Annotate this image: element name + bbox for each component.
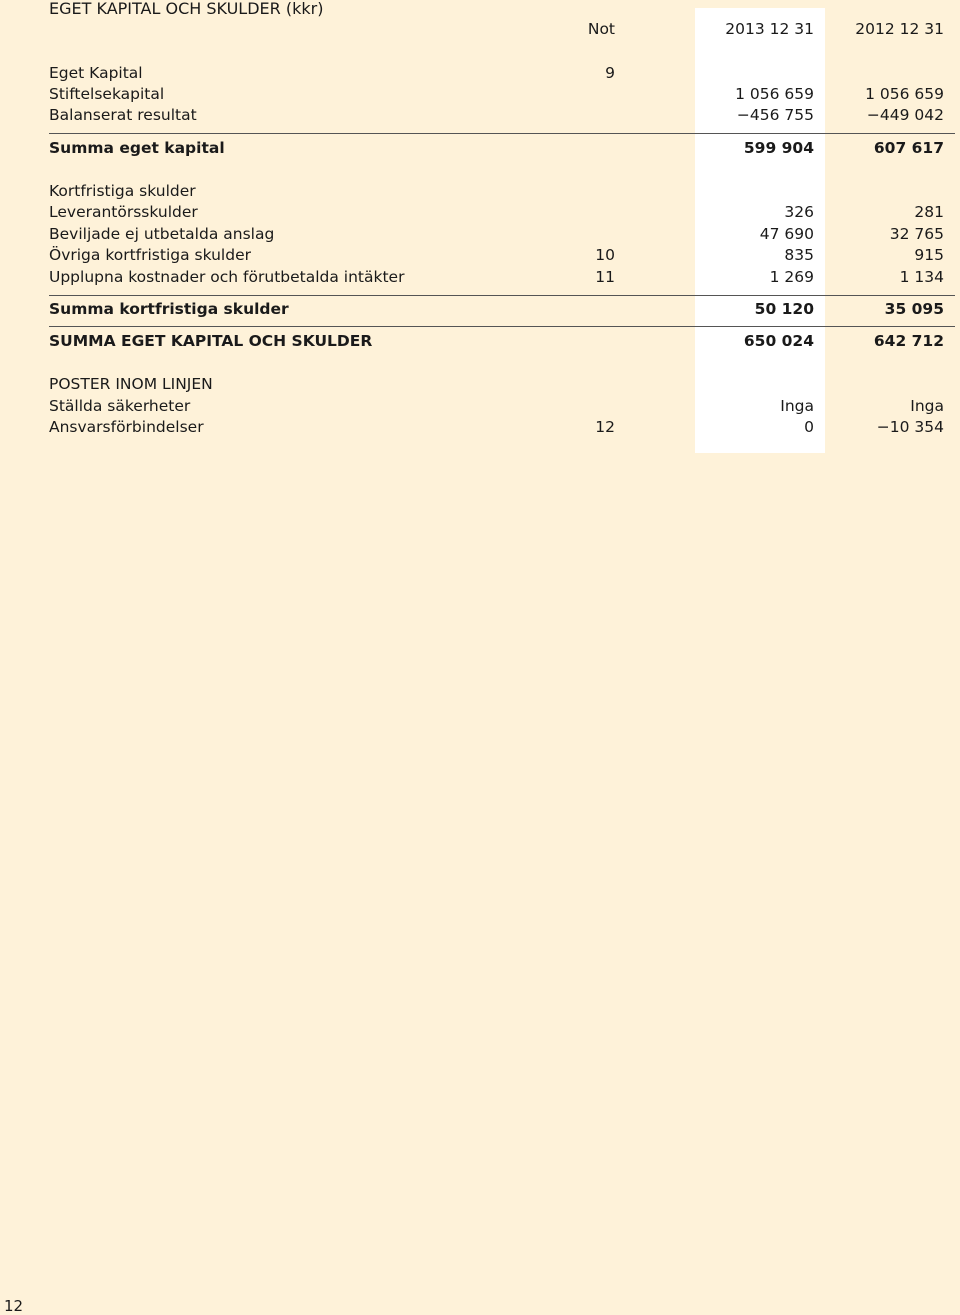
row-value-2012: Inga	[910, 397, 944, 415]
row-label: Eget Kapital	[49, 64, 143, 82]
table-row	[49, 63, 944, 83]
row-value-2013: 650 024	[743, 332, 814, 350]
table-row	[49, 84, 944, 104]
section-heading-row	[49, 374, 944, 394]
row-value-2013: 47 690	[759, 225, 814, 243]
row-value-2012: 1 134	[899, 268, 944, 286]
row-value-2012: 35 095	[884, 300, 944, 318]
section-heading-row	[49, 181, 944, 201]
table-row	[49, 417, 944, 437]
summary-row	[49, 299, 944, 319]
divider	[49, 295, 955, 296]
row-label: Ställda säkerheter	[49, 397, 191, 415]
row-value-2013: Inga	[780, 397, 814, 415]
grand-total-row	[49, 331, 944, 351]
row-label: Beviljade ej utbetalda anslag	[49, 225, 275, 243]
row-value-2013: 599 904	[743, 139, 814, 157]
row-value-2012: 32 765	[889, 225, 944, 243]
table-header	[49, 19, 944, 39]
row-label: Summa kortfristiga skulder	[49, 300, 289, 318]
row-value-2013: 50 120	[754, 300, 814, 318]
row-value-2012: 915	[914, 246, 944, 264]
row-value-2012: 281	[914, 203, 944, 221]
row-label: SUMMA EGET KAPITAL OCH SKULDER	[49, 332, 373, 350]
row-note: 11	[595, 268, 615, 286]
header-note: Not	[587, 20, 615, 38]
row-value-2013: 1 269	[769, 268, 814, 286]
row-value-2012: 642 712	[873, 332, 944, 350]
table-row	[49, 245, 944, 265]
row-value-2013: −456 755	[736, 106, 814, 124]
row-value-2012: −10 354	[876, 418, 944, 436]
table-row	[49, 105, 944, 125]
header-year-2013: 2013 12 31	[725, 20, 814, 38]
row-label: Upplupna kostnader och förutbetalda intäkter	[49, 268, 405, 286]
table-row	[49, 267, 944, 287]
section-heading: POSTER INOM LINJEN	[49, 375, 213, 393]
row-note: 9	[605, 64, 615, 82]
divider	[49, 133, 955, 134]
row-value-2013: 0	[804, 418, 814, 436]
row-value-2012: 607 617	[873, 139, 944, 157]
row-value-2013: 835	[784, 246, 814, 264]
table-row	[49, 396, 944, 416]
row-value-2013: 1 056 659	[735, 85, 814, 103]
row-label: Leverantörsskulder	[49, 203, 198, 221]
row-label: Stiftelsekapital	[49, 85, 165, 103]
section-heading: Kortfristiga skulder	[49, 182, 196, 200]
row-label: Övriga kortfristiga skulder	[49, 246, 251, 264]
page-number: 12	[4, 1297, 24, 1315]
row-value-2012: −449 042	[866, 106, 944, 124]
table-row	[49, 202, 944, 222]
page-title: EGET KAPITAL OCH SKULDER (kkr)	[49, 0, 324, 18]
row-note: 10	[595, 246, 615, 264]
row-label: Ansvarsförbindelser	[49, 418, 204, 436]
row-value-2012: 1 056 659	[865, 85, 944, 103]
row-label: Balanserat resultat	[49, 106, 197, 124]
table-row	[49, 224, 944, 244]
summary-row	[49, 138, 944, 158]
row-note: 12	[595, 418, 615, 436]
row-label: Summa eget kapital	[49, 139, 225, 157]
header-year-2012: 2012 12 31	[855, 20, 944, 38]
row-value-2013: 326	[784, 203, 814, 221]
divider	[49, 326, 955, 327]
